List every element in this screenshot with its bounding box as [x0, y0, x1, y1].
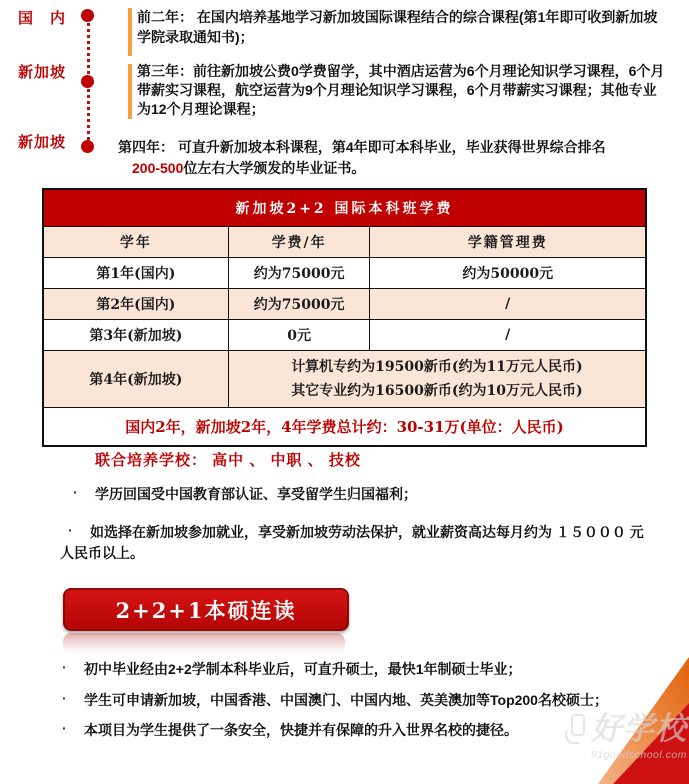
- orange-accent-bar-1: [128, 8, 132, 56]
- col-header-registration-fee: 学籍管理费: [370, 227, 646, 258]
- fee-table: [42, 188, 647, 447]
- col-header-year: 学年: [43, 227, 228, 258]
- master-point-1: · 初中毕业经由2+2学制本科毕业后，可直升硕士，最快1年制硕士毕业；: [84, 659, 644, 680]
- watermark: [557, 712, 687, 761]
- fee-table-title: 新加坡2+2 国际本科班学费: [43, 189, 646, 227]
- master-point-2: · 学生可申请新加坡，中国香港、中国澳门、中国内地、英美澳加等Top200名校硕士；: [84, 690, 659, 711]
- paragraph-year-4-line1: 第四年： 可直升新加坡本科课程，第4年即可本科毕业，毕业获得世界综合排名: [118, 139, 606, 155]
- section-banner-2plus2plus1: 2+2+1本硕连读: [63, 588, 349, 631]
- cell-year-3: 第3年(新加坡): [43, 320, 228, 351]
- paragraph-year-4: [118, 137, 668, 179]
- hand-phone-icon: [563, 712, 589, 746]
- col-header-tuition: 学费/年: [228, 227, 370, 258]
- table-summary-row: [43, 408, 646, 447]
- timeline-stage-singapore-2: 新加坡: [18, 134, 67, 151]
- benefit-item-1: · 学历回国受中国教育部认证、享受留学生归国福利；: [95, 484, 655, 505]
- fee-total-summary: 国内2年，新加坡2年，4年学费总计约：30-31万(单位：人民币): [43, 408, 646, 447]
- joint-training-schools: 联合培养学校： 高中 、 中职 、 技校: [95, 452, 361, 469]
- timeline-dot-2: [81, 75, 94, 88]
- benefit-item-2: · 如选择在新加坡参加就业，享受新加坡劳动法保护，就业薪资高达每月约为 １５０００ 元人民币以上。: [60, 522, 655, 564]
- banner-reflection: [63, 633, 345, 655]
- year-4-fee-line-1: 计算机专约为19500新币(约为11万元人民币): [291, 359, 583, 375]
- cell-year-2: 第2年(国内): [43, 289, 228, 320]
- cell-year-4-fees: [228, 351, 646, 408]
- cell-year-1: 第1年(国内): [43, 258, 228, 289]
- cell-reg-2: /: [370, 289, 646, 320]
- timeline-stage-domestic: 国 内: [18, 10, 67, 27]
- watermark-site: 91goodschool.com: [590, 748, 687, 761]
- cell-tuition-1: 约为75000元: [228, 258, 370, 289]
- orange-accent-bar-2: [128, 64, 132, 119]
- timeline-dot-1: [81, 9, 94, 22]
- master-point-3: · 本项目为学生提供了一条安全，快捷并有保障的升入世界名校的捷径。: [84, 720, 659, 741]
- cell-year-4: 第4年(新加坡): [43, 351, 228, 408]
- paragraph-year-4-rest: 位左右大学颁发的毕业证书。: [183, 160, 366, 176]
- year-4-fee-line-2: 其它专业约为16500新币(约为10万元人民币): [291, 383, 583, 399]
- timeline-stage-singapore-1: 新加坡: [18, 64, 67, 81]
- cell-reg-1: 约为50000元: [370, 258, 646, 289]
- cell-reg-3: /: [370, 320, 646, 351]
- cell-tuition-2: 约为75000元: [228, 289, 370, 320]
- table-row: [43, 289, 646, 320]
- table-row: [43, 320, 646, 351]
- table-row: [43, 258, 646, 289]
- cell-tuition-3: 0元: [228, 320, 370, 351]
- table-row: [43, 351, 646, 408]
- paragraph-year-1-2: 前二年： 在国内培养基地学习新加坡国际课程结合的综合课程(第1年即可收到新加坡学院录取通知书)；: [137, 9, 658, 45]
- timeline-dot-3: [81, 140, 94, 153]
- paragraph-year-3: 第三年：前往新加坡公费0学费留学，其中酒店运营为6个月理论知识学习课程，6个月带薪实习课程，航空运营为9个月理论知识学习课程，6个月带薪实习课程；其他专业为12个月理论课程；: [137, 63, 665, 117]
- watermark-brand: 好学校: [591, 711, 687, 746]
- fee-table-header-row: [43, 227, 646, 258]
- ranking-highlight: 200-500: [132, 160, 184, 176]
